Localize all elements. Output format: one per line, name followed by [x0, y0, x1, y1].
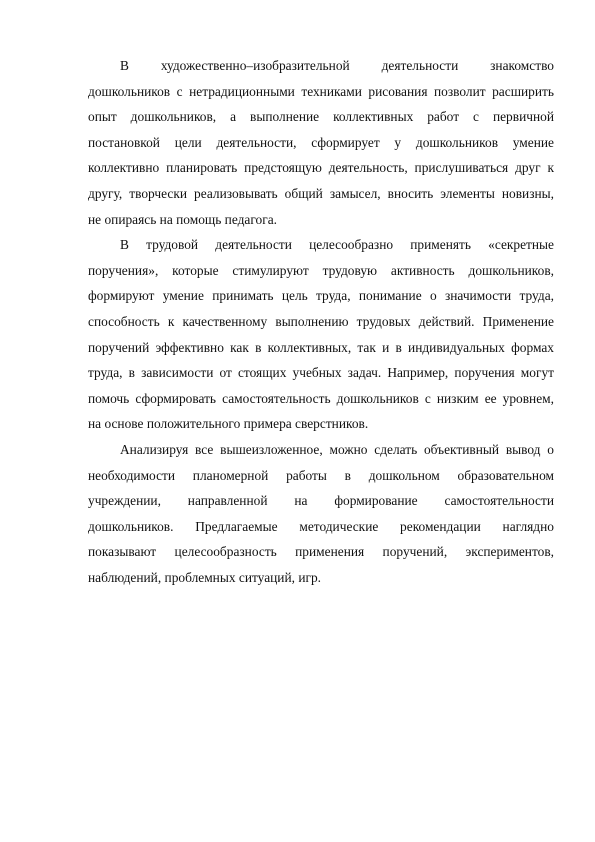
- paragraph-conclusion: [88, 437, 554, 591]
- text-line: В художественно–изобразительной деятельности знакомство: [120, 58, 554, 73]
- paragraph-labor-activity: [88, 232, 554, 437]
- text-line: на основе положительного примера сверстников.: [88, 416, 369, 432]
- text-line: не опираясь на помощь педагога.: [88, 211, 278, 227]
- text-line: показывают целесообразность применения поручений, экспериментов,: [88, 544, 554, 560]
- text-line: другу, творчески реализовывать общий замысел, вносить элементы новизны,: [88, 185, 554, 201]
- text-line: опыт дошкольников, а выполнение коллективных работ с первичной: [88, 109, 554, 125]
- text-line: наблюдений, проблемных ситуаций, игр.: [88, 569, 322, 585]
- text-line: способность к качественному выполнению трудовых действий. Применение: [88, 313, 554, 329]
- text-line: формируют умение принимать цель труда, понимание о значимости труда,: [88, 288, 554, 304]
- text-line: поручений эффективно как в коллективных, так и в индивидуальных формах: [88, 339, 554, 355]
- text-line: учреждении, направленной на формирование самостоятельности: [88, 493, 554, 509]
- text-line: труда, в зависимости от стоящих учебных задач. Например, поручения могут: [88, 365, 554, 381]
- text-line: дошкольников с нетрадиционными техниками рисования позволит расширить: [88, 83, 554, 99]
- text-line: дошкольников. Предлагаемые методические рекомендации наглядно: [88, 518, 554, 534]
- text-line: помочь сформировать самостоятельность дошкольников с низким ее уровнем,: [88, 390, 554, 406]
- text-line: Анализируя все вышеизложенное, можно сделать объективный вывод о: [120, 441, 554, 457]
- text-line: В трудовой деятельности целесообразно применять «секретные: [120, 237, 554, 253]
- text-line: постановкой цели деятельности, сформирует у дошкольников умение: [88, 134, 554, 150]
- document-body: [88, 53, 554, 590]
- text-line: коллективно планировать предстоящую деятельность, прислушиваться друг к: [88, 160, 554, 176]
- text-line: необходимости планомерной работы в дошкольном образовательном: [88, 467, 554, 483]
- paragraph-art-activity: [88, 53, 554, 232]
- text-line: поручения», которые стимулируют трудовую активность дошкольников,: [88, 262, 554, 278]
